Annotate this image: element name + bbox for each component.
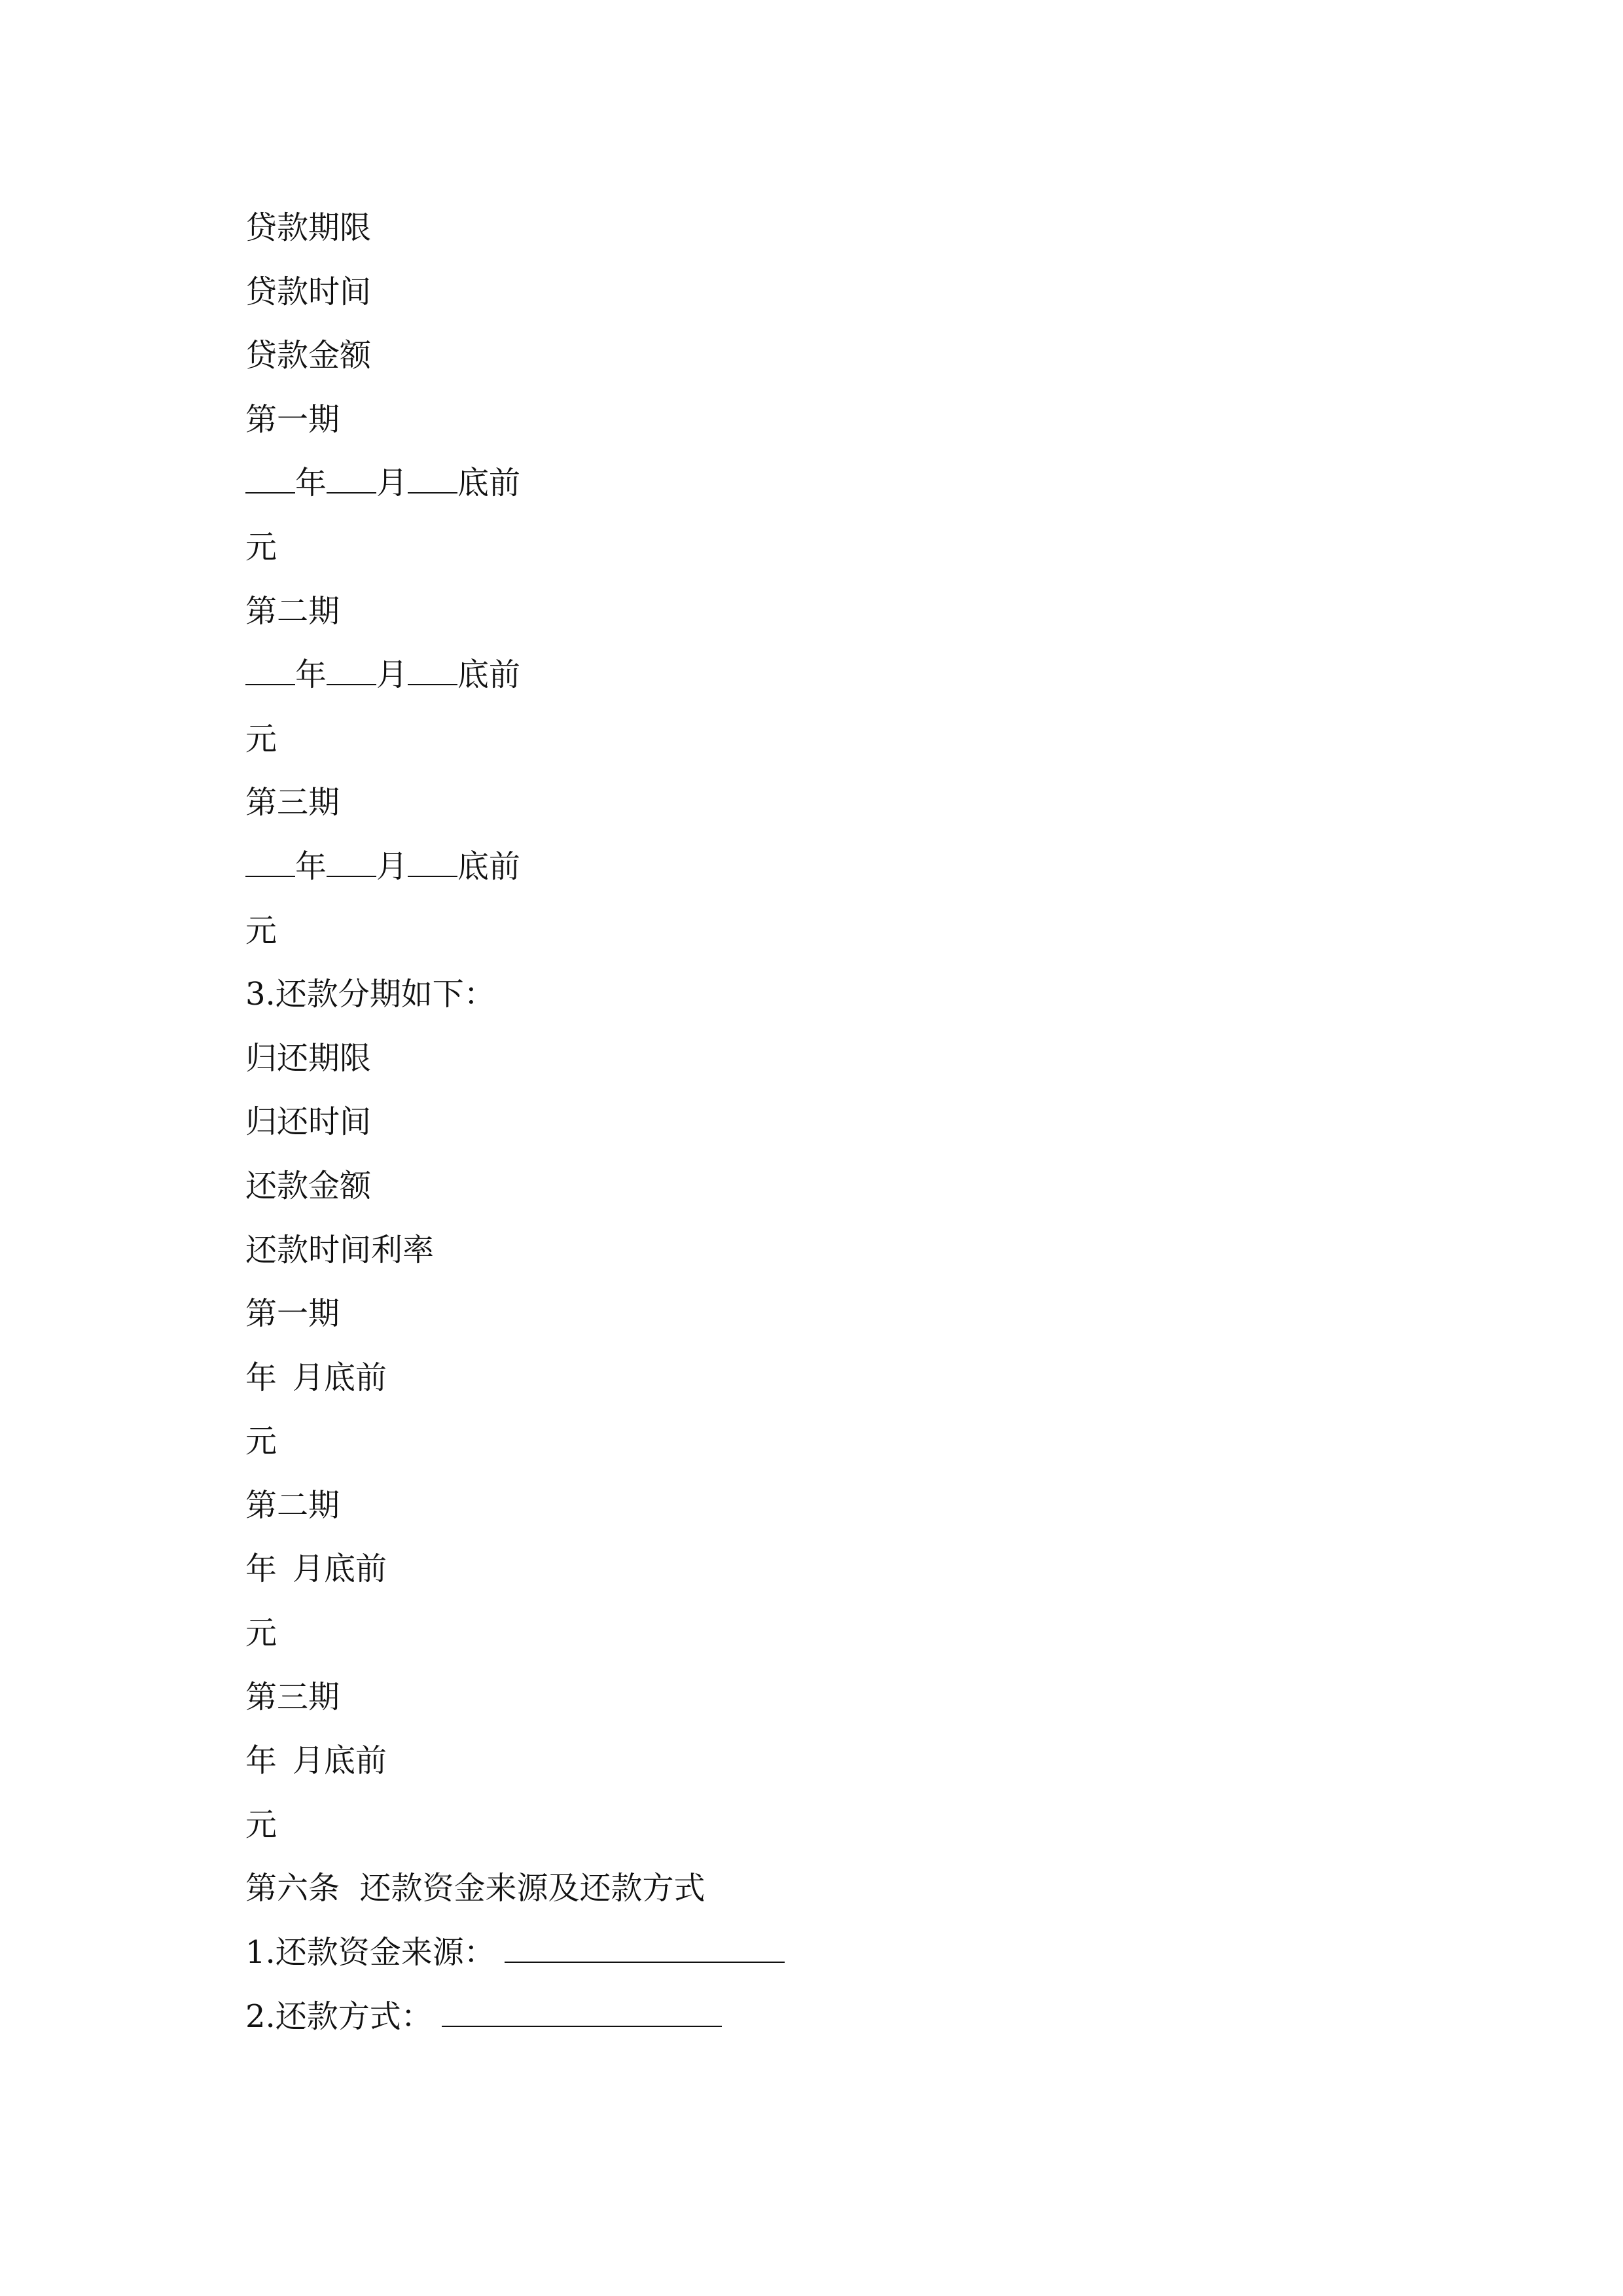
year-text: 年 bbox=[245, 1551, 277, 1588]
document-body bbox=[245, 196, 1397, 2049]
loan-time-header: 贷款时间 bbox=[245, 273, 372, 310]
repayment-method-label: 2.还款方式： bbox=[245, 1998, 433, 2035]
repay-period-date bbox=[245, 1346, 1397, 1410]
repay-period-label: 第一期 bbox=[245, 1295, 340, 1333]
repay-amount-header: 还款金额 bbox=[245, 1167, 372, 1204]
year-text: 年 bbox=[245, 1742, 277, 1780]
year-text: 年 bbox=[295, 465, 327, 502]
month-blank[interactable] bbox=[327, 842, 376, 877]
repayment-source-blank[interactable] bbox=[505, 1928, 785, 1963]
month-text: 月 bbox=[376, 848, 408, 885]
loan-period-label: 第三期 bbox=[245, 784, 340, 821]
loan-term-header: 贷款期限 bbox=[245, 209, 372, 246]
loan-period-date bbox=[245, 643, 1397, 708]
month-text: 月 bbox=[376, 465, 408, 502]
day-blank[interactable] bbox=[408, 842, 457, 877]
loan-period-label: 第二期 bbox=[245, 592, 340, 630]
month-before-text: 月底前 bbox=[293, 1742, 387, 1780]
repay-period-date bbox=[245, 1729, 1397, 1793]
article-six-title: 第六条 还款资金来源及还款方式 bbox=[245, 1870, 705, 1907]
month-text: 月 bbox=[376, 656, 408, 694]
year-blank[interactable] bbox=[245, 842, 295, 877]
repay-period-label: 第三期 bbox=[245, 1678, 340, 1715]
repay-period-unit: 元 bbox=[245, 1615, 277, 1652]
repay-rate-header: 还款时间利率 bbox=[245, 1231, 435, 1268]
month-blank[interactable] bbox=[327, 650, 376, 685]
repayment-source-label: 1.还款资金来源： bbox=[245, 1934, 495, 1971]
day-blank[interactable] bbox=[408, 650, 457, 685]
repay-period-label: 第二期 bbox=[245, 1486, 340, 1524]
before-text: 底前 bbox=[457, 465, 521, 502]
repay-period-date bbox=[245, 1537, 1397, 1602]
repay-period-unit: 元 bbox=[245, 1806, 277, 1843]
year-blank[interactable] bbox=[245, 458, 295, 493]
month-blank[interactable] bbox=[327, 458, 376, 493]
loan-period-unit: 元 bbox=[245, 912, 277, 949]
repay-period-unit: 元 bbox=[245, 1423, 277, 1460]
loan-period-date bbox=[245, 835, 1397, 899]
repayment-method-blank[interactable] bbox=[442, 1992, 722, 2027]
before-text: 底前 bbox=[457, 656, 521, 694]
loan-amount-header: 贷款金额 bbox=[245, 337, 372, 374]
loan-period-date bbox=[245, 452, 1397, 516]
year-blank[interactable] bbox=[245, 650, 295, 685]
loan-period-unit: 元 bbox=[245, 528, 277, 565]
repayment-intro: 3.还款分期如下： bbox=[245, 976, 495, 1013]
repay-time-header: 归还时间 bbox=[245, 1103, 372, 1141]
loan-period-label: 第一期 bbox=[245, 401, 340, 438]
loan-period-unit: 元 bbox=[245, 720, 277, 757]
year-text: 年 bbox=[245, 1359, 277, 1396]
repayment-method-row bbox=[245, 1985, 1397, 2049]
month-before-text: 月底前 bbox=[293, 1551, 387, 1588]
repay-term-header: 归还期限 bbox=[245, 1039, 372, 1077]
year-text: 年 bbox=[295, 656, 327, 694]
before-text: 底前 bbox=[457, 848, 521, 885]
year-text: 年 bbox=[295, 848, 327, 885]
month-before-text: 月底前 bbox=[293, 1359, 387, 1396]
day-blank[interactable] bbox=[408, 458, 457, 493]
repayment-source-row bbox=[245, 1921, 1397, 1985]
